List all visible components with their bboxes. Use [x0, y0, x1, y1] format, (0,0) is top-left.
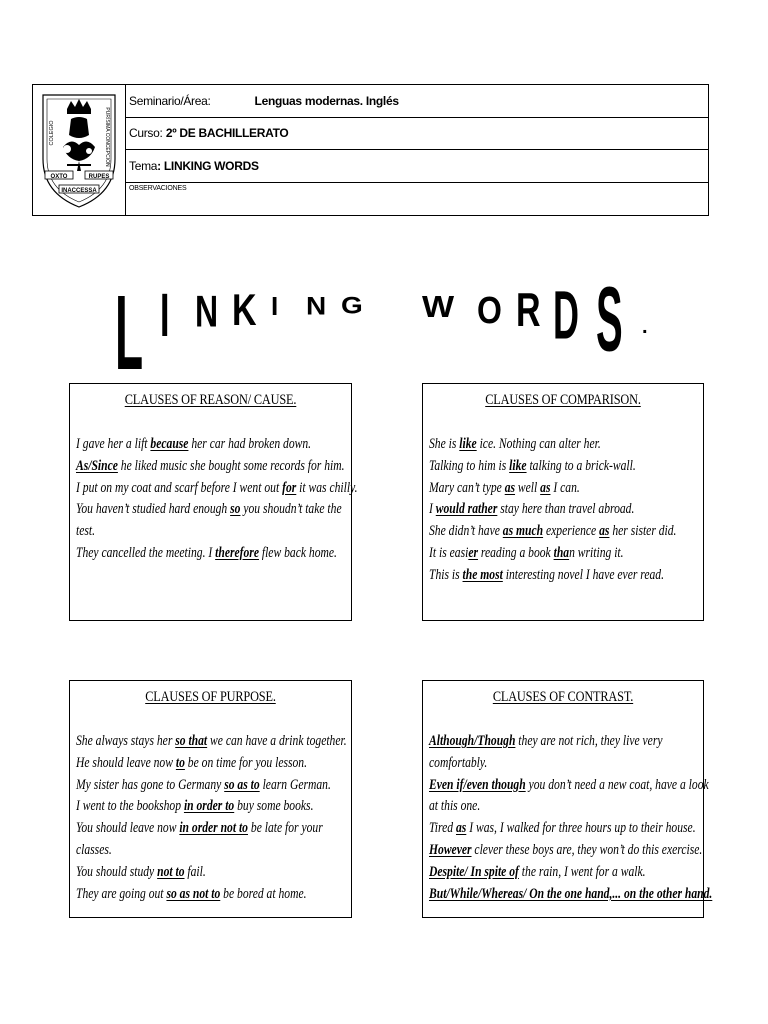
title-letter: .: [642, 316, 648, 338]
observaciones-label: OBSERVACIONES: [129, 184, 187, 192]
linking-word: As/Since: [76, 457, 118, 474]
sentence-text: the rain, I went for a walk.: [518, 863, 646, 880]
sentence-text: Mary can’t type: [429, 479, 505, 496]
seminario-value: Lenguas modernas. Inglés: [254, 93, 399, 108]
linking-word: therefore: [215, 544, 259, 561]
linking-word: so as to: [224, 776, 260, 793]
example-sentence: [76, 456, 345, 478]
sentence-text: They are going out: [76, 885, 167, 902]
comparison-clauses-box: [422, 383, 704, 621]
tema-label: Tema: [129, 158, 158, 173]
title-letter: R: [516, 284, 541, 338]
sentence-text: you don’t need a new coat, have a look: [525, 776, 709, 793]
linking-word: as: [455, 820, 467, 837]
linking-word: Even if/even though: [429, 776, 526, 793]
sentence-text: I was, I walked for three hours up to their house.: [466, 820, 696, 837]
linking-word: as much: [502, 523, 544, 540]
sentence-text: fail.: [184, 863, 206, 880]
sentence-text: be on time for you lesson.: [184, 754, 308, 771]
linking-word: not to: [157, 863, 185, 880]
example-sentence: [76, 796, 314, 818]
example-sentence: [429, 862, 645, 884]
sentence-text: well: [515, 479, 541, 496]
example-sentence: [76, 478, 358, 500]
example-sentence: [76, 818, 323, 840]
sentence-text: buy some books.: [234, 798, 314, 815]
example-sentence: [76, 731, 347, 753]
comparison-lines: [429, 434, 699, 587]
tema-row: [126, 150, 708, 183]
example-sentence: [429, 775, 709, 797]
linking-word: But/While/Whereas/ On the one hand,... on the other hand.: [429, 885, 713, 902]
linking-word: so that: [175, 733, 208, 749]
linking-word: as: [504, 479, 516, 496]
reason-heading: CLAUSES OF REASON/ CAUSE.: [124, 392, 297, 408]
sentence-text: be bored at home.: [220, 885, 307, 902]
sentence-text: comfortably.: [429, 754, 488, 771]
sentence-text: She always stays her: [76, 733, 176, 749]
sentence-text: I gave her a lift: [76, 436, 151, 452]
title-letter: O: [477, 288, 502, 332]
sentence-text: They cancelled the meeting. I: [76, 544, 216, 561]
linking-word: because: [150, 436, 189, 452]
sentence-text: flew back home.: [258, 544, 337, 561]
linking-word: so: [230, 501, 241, 518]
curso-value: 2º DE BACHILLERATO: [165, 126, 289, 141]
example-sentence: [76, 753, 308, 775]
example-sentence: [76, 862, 293, 884]
sentence-text: classes.: [76, 841, 112, 858]
title-letter: K: [232, 286, 257, 336]
sentence-text: You should leave now: [76, 820, 180, 837]
sentence-text: She didn’t have: [429, 523, 503, 540]
example-sentence: [429, 478, 645, 500]
example-sentence: [76, 521, 293, 543]
sentence-text: her car had broken down.: [188, 436, 312, 452]
linking-word: would rather: [435, 501, 498, 518]
header-table: [32, 84, 709, 216]
purpose-clauses-box: [69, 680, 352, 918]
example-sentence: [429, 543, 645, 565]
sentence-text: I put on my coat and scarf before I went out: [76, 479, 283, 496]
title-letter: D: [553, 276, 579, 354]
contrast-lines: [429, 731, 713, 905]
sentence-text: I: [429, 501, 436, 518]
linking-word: in order to: [183, 798, 235, 815]
observaciones-row: [126, 183, 708, 216]
linking-word: for: [282, 479, 297, 496]
reason-clauses-box: [69, 383, 358, 621]
sentence-text: we can have a drink together.: [207, 733, 347, 749]
title-letter: I: [160, 282, 170, 351]
linking-word: Although/Though: [429, 733, 516, 749]
sentence-text: her sister did.: [609, 523, 677, 540]
sentence-text: Tired: [429, 820, 456, 837]
example-sentence: [429, 796, 645, 818]
sentence-text: learn German.: [259, 776, 331, 793]
reason-lines: [76, 434, 358, 565]
sentence-text: experience: [543, 523, 600, 540]
example-sentence: [429, 499, 645, 521]
curso-label: Curso:: [129, 126, 163, 141]
linking-word: er: [468, 544, 478, 561]
sentence-text: My sister has gone to Germany: [76, 776, 225, 793]
title-letter: W: [422, 290, 455, 325]
example-sentence: [429, 456, 645, 478]
logo-side-text-left: COLEGIO: [49, 120, 55, 146]
comparison-heading: CLAUSES OF COMPARISON.: [485, 392, 641, 408]
linking-word: as: [599, 523, 610, 540]
sentence-text: stay here than travel abroad.: [497, 501, 635, 518]
linking-word: in order not to: [179, 820, 248, 837]
seminario-label: Seminario/Área:: [129, 93, 211, 108]
title-letter: N: [306, 292, 327, 320]
sentence-text: clever these boys are, they won’t do this exercise.: [471, 841, 703, 858]
example-sentence: [429, 753, 645, 775]
seminario-row: [126, 85, 708, 118]
sentence-text: I went to the bookshop: [76, 798, 184, 815]
linking-word: to: [175, 754, 185, 771]
linking-word: Despite/ In spite of: [429, 863, 519, 880]
linking-word: so as not to: [166, 885, 221, 902]
sentence-text: you shoudn’t take the: [240, 501, 342, 518]
example-sentence: [429, 434, 645, 456]
purpose-lines: [76, 731, 347, 905]
sentence-text: It is easi: [429, 544, 469, 561]
linking-word: tha: [553, 544, 570, 561]
sentence-text: He should leave now: [76, 754, 176, 771]
sentence-text: You should study: [76, 863, 158, 880]
logo-cell: [33, 85, 126, 215]
linking-word: like: [459, 436, 477, 452]
title-letter: S: [596, 270, 623, 372]
linking-word: the most: [462, 566, 503, 583]
sentence-text: ice. Nothing can alter her.: [476, 436, 601, 452]
sentence-text: This is: [429, 566, 463, 583]
sentence-text: interesting novel I have ever read.: [502, 566, 664, 583]
purpose-heading: CLAUSES OF PURPOSE.: [145, 689, 276, 705]
sentence-text: You haven’t studied hard enough: [76, 501, 231, 518]
title-letter: I: [271, 291, 279, 321]
sentence-text: he liked music she bought some records for him.: [117, 457, 345, 474]
sentence-text: I can.: [550, 479, 580, 496]
example-sentence: [76, 434, 312, 456]
sentence-text: n writing it.: [569, 544, 624, 561]
example-sentence: [429, 521, 677, 543]
title-letter: G: [341, 292, 363, 319]
example-sentence: [429, 731, 663, 753]
example-sentence: [429, 840, 703, 862]
logo-banner-right: RUPES: [88, 174, 110, 180]
contrast-clauses-box: [422, 680, 713, 918]
title-letter: L: [115, 272, 144, 392]
page-title: [115, 262, 675, 392]
example-sentence: [429, 818, 696, 840]
sentence-text: She is: [429, 436, 460, 452]
example-sentence: [76, 543, 337, 565]
linking-word: like: [509, 457, 527, 474]
curso-row: [126, 118, 708, 151]
logo-side-text-right: PURÍSIMA CONCEPCIÓN: [104, 107, 110, 167]
linking-word: However: [429, 841, 472, 858]
sentence-text: Talking to him is: [429, 457, 510, 474]
linking-word: as: [540, 479, 551, 496]
example-sentence: [76, 884, 307, 906]
example-sentence: [76, 840, 293, 862]
tema-value: : LINKING WORDS: [157, 158, 259, 173]
example-sentence: [76, 499, 342, 521]
sentence-text: it was chilly.: [296, 479, 358, 496]
example-sentence: [429, 565, 664, 587]
logo-bottom-text: INACCESSA: [61, 188, 97, 194]
contrast-heading: CLAUSES OF CONTRAST.: [492, 689, 634, 705]
sentence-text: they are not rich, they live very: [515, 733, 663, 749]
sentence-text: reading a book: [477, 544, 554, 561]
school-crest-logo: [37, 89, 121, 213]
sentence-text: talking to a brick-wall.: [526, 457, 636, 474]
example-sentence: [76, 775, 331, 797]
sentence-text: at this one.: [429, 798, 481, 815]
example-sentence: [429, 884, 713, 906]
sentence-text: be late for your: [247, 820, 323, 837]
sentence-text: test.: [76, 523, 96, 540]
logo-banner-left: OXTO: [50, 174, 68, 180]
title-letter: N: [195, 286, 219, 337]
